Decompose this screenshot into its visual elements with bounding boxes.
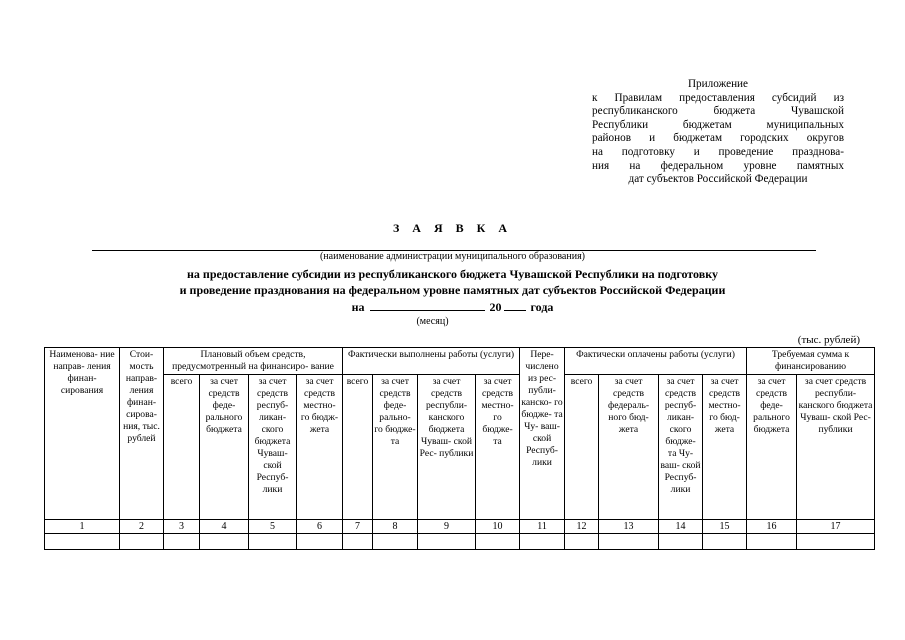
sub-header: всего xyxy=(164,375,200,520)
data-cell[interactable] xyxy=(797,534,875,550)
appendix-line: республиканского бюджета Чувашской xyxy=(592,105,844,118)
data-cell[interactable] xyxy=(418,534,476,550)
column-number: 1 xyxy=(45,520,120,534)
appendix-line: районов и бюджетам городских округов xyxy=(592,132,844,145)
appendix-block xyxy=(592,78,844,187)
data-cell[interactable] xyxy=(343,534,373,550)
data-cell[interactable] xyxy=(659,534,703,550)
form-heading-line2: и проведение празднования на федеральном уровне памятных дат субъектов Российской Федерации xyxy=(179,283,726,297)
data-cell[interactable] xyxy=(520,534,565,550)
sub-header: всего xyxy=(343,375,373,520)
sub-header: за счет средств феде- рального бюджета xyxy=(200,375,249,520)
period-on: на xyxy=(351,300,365,314)
data-cell[interactable] xyxy=(703,534,747,550)
col-cost-header: Стои- мость направ- ления финан- сирова- ния, тыс. рублей xyxy=(120,348,164,520)
sub-header: за счет средств феде- рально- го бюдже- та xyxy=(373,375,418,520)
appendix-line: Республики бюджетам муниципальных xyxy=(592,118,844,131)
column-number-row xyxy=(45,520,875,534)
data-cell[interactable] xyxy=(476,534,520,550)
column-number: 6 xyxy=(297,520,343,534)
header-row-1 xyxy=(45,348,875,375)
sub-header: за счет средств респуб- ликан- ского бюджета Чуваш- ской Респуб- лики xyxy=(249,375,297,520)
column-number: 7 xyxy=(343,520,373,534)
org-name-caption: (наименование администрации муниципального образования) xyxy=(319,251,586,262)
group-required-header: Требуемая сумма к финансированию xyxy=(747,348,875,375)
data-cell[interactable] xyxy=(373,534,418,550)
appendix-line: дат субъектов Российской Федерации xyxy=(628,173,808,186)
column-number: 14 xyxy=(659,520,703,534)
sub-header: за счет средств респуб- ликан- ского бюдже- та Чу- ваш- ской Респуб- лики xyxy=(659,375,703,520)
column-number: 3 xyxy=(164,520,200,534)
col-transferred-header: Пере- числено из рес- публи- канско- го бюдже- та Чу- ваш- ской Респуб- лики xyxy=(520,348,565,520)
column-number: 4 xyxy=(200,520,249,534)
column-number: 8 xyxy=(373,520,418,534)
data-cell[interactable] xyxy=(164,534,200,550)
form-title: З А Я В К А xyxy=(392,221,513,235)
column-number: 12 xyxy=(565,520,599,534)
sub-header: всего xyxy=(565,375,599,520)
data-cell[interactable] xyxy=(599,534,659,550)
year-suffix: года xyxy=(530,300,554,314)
column-number: 15 xyxy=(703,520,747,534)
header-row-2 xyxy=(45,375,875,520)
group-done-header: Фактически выполнены работы (услуги) xyxy=(343,348,520,375)
column-number: 16 xyxy=(747,520,797,534)
data-cell[interactable] xyxy=(249,534,297,550)
data-cell[interactable] xyxy=(565,534,599,550)
sub-header: за счет средств местно- го бюдже- та xyxy=(476,375,520,520)
group-planned-header: Плановый объем средств, предусмотренный на финансиро- вание xyxy=(164,348,343,375)
year-prefix: 20 xyxy=(489,300,502,314)
units-label: (тыс. рублей) xyxy=(797,334,860,346)
sub-header: за счет средств местно- го бюдж- жета xyxy=(297,375,343,520)
data-row xyxy=(45,534,875,550)
column-number: 9 xyxy=(418,520,476,534)
sub-header: за счет средств республи- канского бюджета Чуваш- ской Рес- публики xyxy=(418,375,476,520)
appendix-line: ния на федеральном уровне памятных xyxy=(592,159,844,172)
application-table xyxy=(44,347,875,550)
data-cell[interactable] xyxy=(747,534,797,550)
month-field[interactable] xyxy=(370,299,485,311)
group-paid-header: Фактически оплачены работы (услуги) xyxy=(565,348,747,375)
data-cell[interactable] xyxy=(120,534,164,550)
appendix-title: Приложение xyxy=(687,78,749,90)
column-number: 13 xyxy=(599,520,659,534)
appendix-line: на подготовку и проведение празднова- xyxy=(592,145,844,158)
data-cell[interactable] xyxy=(297,534,343,550)
sub-header: за счет средств республи- канского бюджета Чуваш- ской Рес- публики xyxy=(797,375,875,520)
month-caption: (месяц) xyxy=(416,316,449,327)
column-number: 5 xyxy=(249,520,297,534)
col-name-header: Наименова- ние направ- ления финан- сирования xyxy=(45,348,120,520)
sub-header: за счет средств федераль- ного бюд- жета xyxy=(599,375,659,520)
column-number: 11 xyxy=(520,520,565,534)
data-cell[interactable] xyxy=(45,534,120,550)
sub-header: за счет средств феде- рального бюджета xyxy=(747,375,797,520)
column-number: 10 xyxy=(476,520,520,534)
column-number: 2 xyxy=(120,520,164,534)
form-heading-line1: на предоставление субсидии из республиканского бюджета Чувашской Республики на подготовку xyxy=(187,267,718,281)
data-cell[interactable] xyxy=(200,534,249,550)
appendix-line: к Правилам предоставления субсидий из xyxy=(592,91,844,104)
period-line xyxy=(0,299,905,315)
year-field[interactable] xyxy=(504,299,526,311)
sub-header: за счет средств местно- го бюд- жета xyxy=(703,375,747,520)
column-number: 17 xyxy=(797,520,875,534)
